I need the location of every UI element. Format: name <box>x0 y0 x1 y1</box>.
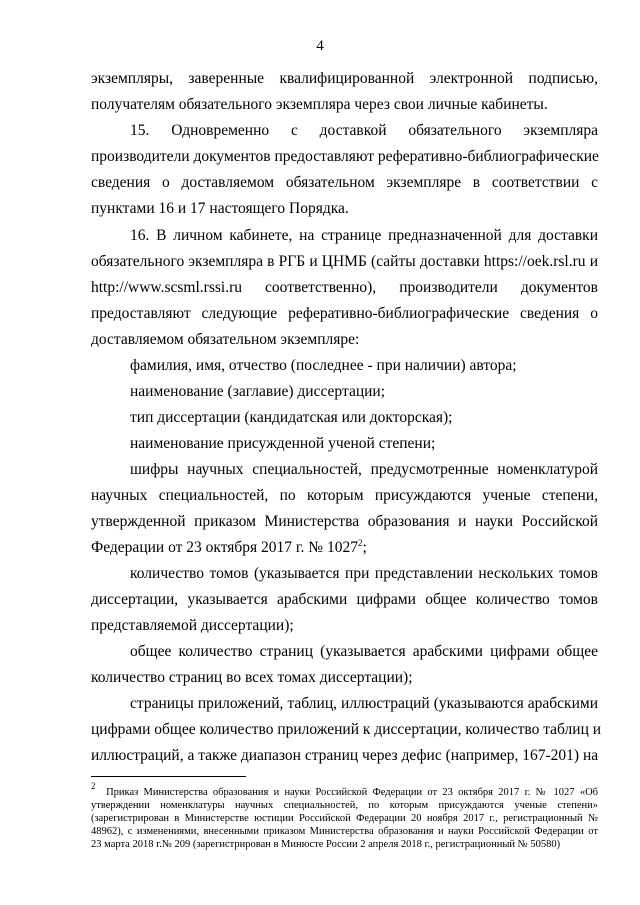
footnote-number: 2 <box>91 781 96 791</box>
text-line: диссертации, указывается арабскими цифрами общее количество томов <box>91 591 598 608</box>
text-line: представляемой диссертации); <box>91 617 294 634</box>
list-item: страницы приложений, таблиц, иллюстраций (указываются арабскими <box>130 695 598 712</box>
text-line: получателям обязательного экземпляра через свои личные кабинеты. <box>91 96 548 113</box>
text-line: сведения о доставляемом обязательном экземпляре в соответствии с <box>91 174 598 191</box>
footnote-line: утверждении номенклатуры научных специальностей, по которым присуждаются ученые степени» <box>91 800 598 811</box>
footnote-line: (зарегистрирован в Министерстве юстиции Российской Федерации 20 ноября 2017 г., регистрационный № <box>91 813 598 824</box>
paragraph-15-start: 15. Одновременно с доставкой обязательного экземпляра <box>130 122 598 139</box>
text-line: производители документов предоставляют реферативно-библиографические <box>91 148 599 165</box>
text-line: цифрами общее количество приложений к диссертации, количество таблиц и <box>91 721 602 738</box>
text-line: пунктами 16 и 17 настоящего Порядка. <box>91 200 349 217</box>
footnote-line: 48962), с изменениями, внесенными приказом Министерства образования и науки Российской Федерации от <box>91 826 598 837</box>
text-line: предоставляют следующие реферативно-библиографические сведения о <box>91 305 598 322</box>
footnote-line <box>91 781 598 799</box>
list-item: шифры научных специальностей, предусмотренные номенклатурой <box>130 461 598 478</box>
list-item: наименование (заглавие) диссертации; <box>130 383 386 400</box>
list-item: количество томов (указывается при представлении нескольких томов <box>130 565 598 582</box>
footnote-separator <box>91 776 246 777</box>
text-line: обязательного экземпляра в РГБ и ЦНМБ (сайты доставки https://oek.rsl.ru и <box>91 253 598 270</box>
footnote-ref-suffix: ; <box>362 539 367 556</box>
list-item: общее количество страниц (указывается арабскими цифрами общее <box>130 643 598 660</box>
list-item: тип диссертации (кандидатская или докторская); <box>130 409 453 426</box>
paragraph-16-start: 16. В личном кабинете, на странице предназначенной для доставки <box>130 227 598 244</box>
footnote-reference[interactable]: 2 <box>357 538 363 548</box>
text-line: утвержденной приказом Министерства образования и науки Российской <box>91 513 598 530</box>
text-line: экземпляры, заверенные квалифицированной электронной подписью, <box>91 70 598 87</box>
text-line: Федерации от 23 октября 2017 г. № 1027 <box>91 539 358 556</box>
text-line: http://www.scsml.rssi.ru соответственно), производители документов <box>91 279 598 296</box>
page-number: 4 <box>316 38 324 54</box>
text-line: научных специальностей, по которым присуждаются ученые степени, <box>91 487 598 504</box>
text-line-with-footnote <box>91 539 598 557</box>
footnote-text: Приказ Министерства образования и науки Российской Федерации от 23 октября 2017 г. № 1027 «Об <box>106 787 598 798</box>
list-item: фамилия, имя, отчество (последнее - при наличии) автора; <box>130 357 517 374</box>
text-line: количество страниц во всех томах диссертации); <box>91 669 413 686</box>
text-line: доставляемом обязательном экземпляре: <box>91 331 360 348</box>
footnote-line: 23 марта 2018 г.№ 209 (зарегистрирован в Минюсте России 2 апреля 2018 г., регистрационный № 50580) <box>91 839 561 850</box>
list-item: наименование присужденной ученой степени; <box>130 435 436 452</box>
text-line: иллюстраций, а также диапазон страниц через дефис (например, 167-201) на <box>91 747 599 764</box>
